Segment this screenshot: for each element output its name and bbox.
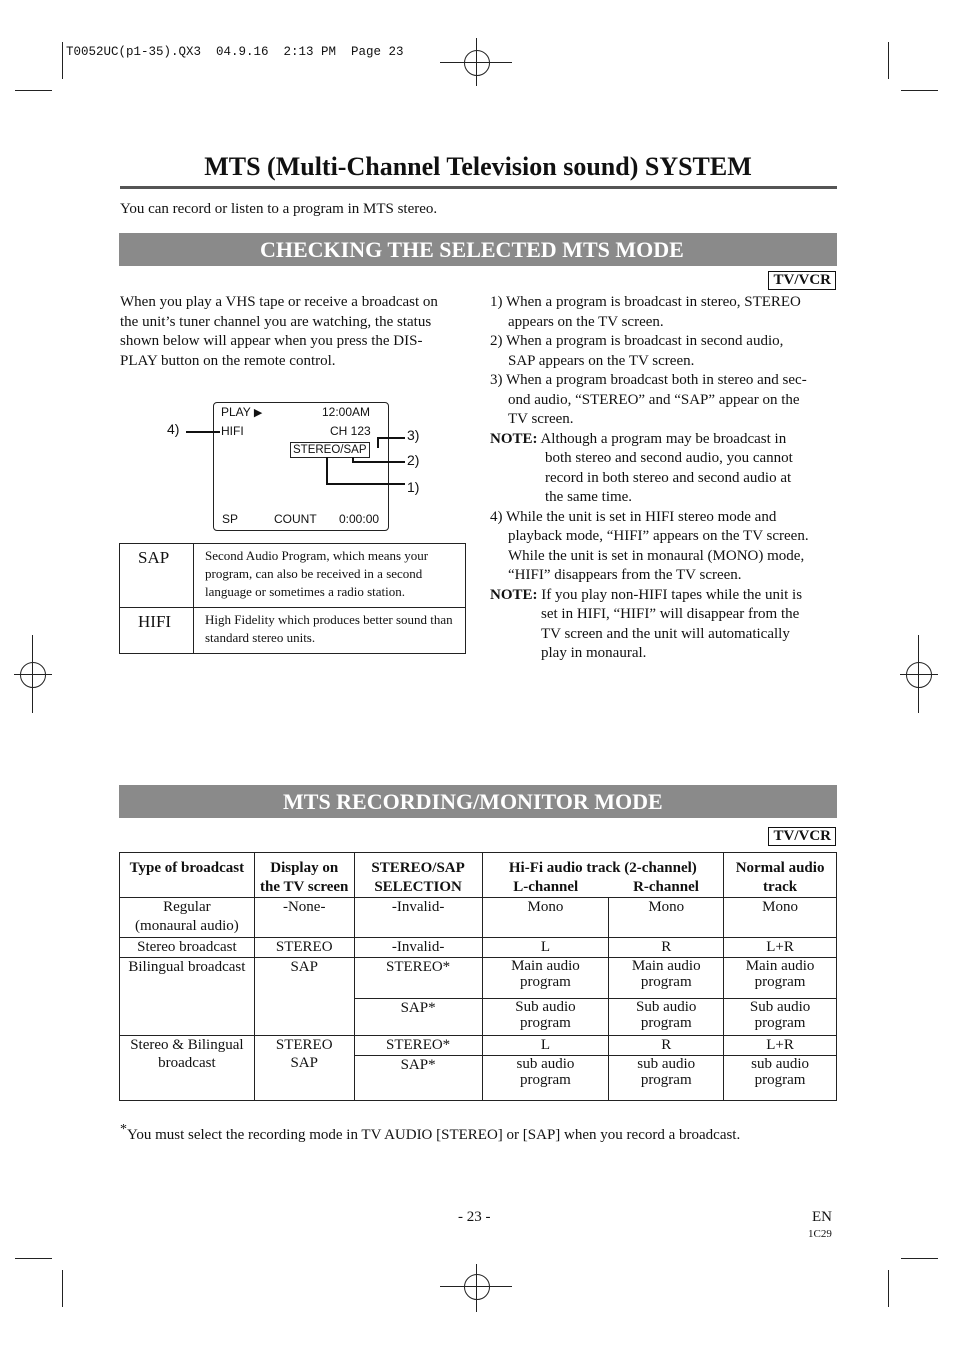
footnote-text: You must select the recording mode in TV AUDIO [STEREO] or [SAP] when you record a broadcast. <box>127 1127 741 1143</box>
cell-display: -None- <box>254 898 354 938</box>
cell-normal: L+R <box>724 938 837 958</box>
note-2 <box>490 586 835 664</box>
note-line: the same time. <box>545 489 633 505</box>
header-line: Display on <box>270 860 339 876</box>
cell-line: Sub audio <box>749 999 811 1015</box>
note-1 <box>490 430 835 508</box>
cell-normal: Mono <box>724 898 837 938</box>
note-line: Although a program may be broadcast in <box>537 430 787 447</box>
callout-line-2 <box>352 461 405 463</box>
page-number: - 23 - <box>458 1209 491 1225</box>
cell-r <box>609 999 724 1036</box>
cell-selection: SAP* <box>354 999 482 1036</box>
section-heading-mts-recording: MTS RECORDING/MONITOR MODE <box>119 785 837 818</box>
cell-line: SAP <box>290 1055 318 1071</box>
table-row <box>120 898 837 938</box>
cell-selection: -Invalid- <box>354 938 482 958</box>
glossary-definition: High Fidelity which produces better sound than standard stereo units. <box>194 608 466 654</box>
cell-line: sub audio <box>637 1056 696 1072</box>
cell-type: Bilingual broadcast <box>120 958 255 1036</box>
callout-line-1 <box>326 483 405 485</box>
list-line: ond audio, “STEREO” and “SAP” appear on the <box>508 391 800 408</box>
header-line: STEREO/SAP <box>371 860 465 876</box>
print-header: T0052UC(p1-35).QX3 04.9.16 2:13 PM Page 23 <box>66 45 404 59</box>
list-line: TV screen. <box>508 411 574 427</box>
screen-play-label <box>221 405 262 419</box>
table-header-row <box>120 853 837 879</box>
callout-2: 2) <box>407 452 420 468</box>
cell-l: Mono <box>482 898 609 938</box>
cell-normal <box>724 958 837 999</box>
cell-l <box>482 999 609 1036</box>
note-line: set in HIFI, “HIFI” will disappear from the <box>541 606 800 622</box>
cell-l <box>482 1056 609 1101</box>
cell-line: program <box>754 1015 806 1031</box>
cell-selection: STEREO* <box>354 1036 482 1056</box>
cell-line: program <box>640 1072 692 1088</box>
cell-r: R <box>609 1036 724 1056</box>
cell-normal <box>724 1056 837 1101</box>
callout-3: 3) <box>407 427 420 443</box>
note-line: both stereo and second audio, you cannot <box>545 450 793 466</box>
cell-line: sub audio <box>516 1056 575 1072</box>
list-line: 2) When a program is broadcast in second audio, <box>490 333 784 349</box>
list-line: 3) When a program broadcast both in stereo and sec- <box>490 372 807 388</box>
cell-line: program <box>640 1015 692 1031</box>
note-label: NOTE: <box>490 430 538 447</box>
callout-line-3 <box>378 437 405 439</box>
glossary-term: HIFI <box>120 608 194 654</box>
list-line: 1) When a program is broadcast in stereo, STEREO <box>490 294 801 310</box>
cell-type <box>120 898 255 938</box>
note-label: NOTE: <box>490 586 538 603</box>
cell-line: program <box>754 1072 806 1088</box>
cell-line: Main audio <box>511 958 580 974</box>
header-line: Normal audio <box>735 860 825 876</box>
cell-selection: -Invalid- <box>354 898 482 938</box>
body-line: PLAY button on the remote control. <box>120 352 336 369</box>
footnote <box>120 1122 740 1144</box>
cell-type <box>120 1036 255 1101</box>
header-display <box>254 853 354 898</box>
cell-type: Stereo broadcast <box>120 938 255 958</box>
callout-1: 1) <box>407 479 420 495</box>
table-row <box>120 958 837 999</box>
cell-line: STEREO <box>275 1037 333 1053</box>
header-type: Type of broadcast <box>120 853 255 898</box>
screen-channel: CH 123 <box>330 424 371 438</box>
cell-normal: L+R <box>724 1036 837 1056</box>
cell-line: program <box>520 1072 571 1088</box>
header-line: the TV screen <box>260 879 349 895</box>
cell-l: L <box>482 1036 609 1056</box>
list-line: SAP appears on the TV screen. <box>508 352 695 369</box>
cell-display: STEREO <box>254 938 354 958</box>
cell-line: program <box>754 974 806 990</box>
play-icon: ▶ <box>250 407 263 419</box>
play-text: PLAY <box>221 405 251 419</box>
screen-stereo-sap: STEREO/SAP <box>290 442 370 458</box>
header-selection <box>354 853 482 898</box>
screen-count-value: 0:00:00 <box>339 512 380 526</box>
screen-hifi: HIFI <box>221 424 244 438</box>
callout-line-1-v <box>326 457 328 485</box>
cell-line: program <box>520 974 571 990</box>
cell-line: Stereo & Bilingual <box>130 1037 244 1053</box>
note-line: TV screen and the unit will automatically <box>541 625 790 642</box>
cell-r <box>609 958 724 999</box>
header-line: SELECTION <box>374 879 462 895</box>
cell-line: Sub audio <box>515 999 576 1015</box>
section-heading-checking-mts: CHECKING THE SELECTED MTS MODE <box>119 233 837 266</box>
table-row <box>120 1036 837 1056</box>
header-normal <box>724 853 837 898</box>
mts-status-list <box>490 293 835 664</box>
cell-line: Main audio <box>631 958 701 974</box>
callout-4: 4) <box>167 421 180 437</box>
footnote-mark: * <box>120 1122 127 1137</box>
mts-mode-table <box>119 852 837 1101</box>
glossary-term: SAP <box>120 544 194 608</box>
cell-normal <box>724 999 837 1036</box>
header-line: track <box>762 879 798 895</box>
cell-selection: SAP* <box>354 1056 482 1101</box>
list-line: “HIFI” disappears from the TV screen. <box>508 567 742 583</box>
intro-text: You can record or listen to a program in MTS stereo. <box>120 201 438 217</box>
list-line: While the unit is set in monaural (MONO) mode, <box>508 547 805 564</box>
document-code: 1C29 <box>808 1228 832 1240</box>
cell-display: SAP <box>254 958 354 1036</box>
glossary-table <box>119 543 466 654</box>
header-r-channel: R-channel <box>609 878 724 898</box>
callout-line-3-v <box>377 437 379 448</box>
callout-line-4 <box>186 431 220 433</box>
body-line: shown below will appear when you press the DIS- <box>120 333 423 349</box>
note-line: If you play non-HIFI tapes while the unit is <box>537 586 803 603</box>
list-line: playback mode, “HIFI” appears on the TV screen. <box>508 528 809 544</box>
list-item-4 <box>490 508 835 586</box>
glossary-definition: Second Audio Program, which means your program, can also be received in a second language or sometimes a radio station. <box>194 544 466 608</box>
list-item-3 <box>490 371 835 430</box>
body-line: When you play a VHS tape or receive a broadcast on <box>120 294 438 310</box>
glossary-row <box>120 608 466 654</box>
cell-line: (monaural audio) <box>135 918 239 934</box>
note-line: play in monaural. <box>541 645 647 661</box>
list-line: appears on the TV screen. <box>508 313 664 330</box>
cell-line: Sub audio <box>636 999 697 1015</box>
page-title: MTS (Multi-Channel Television sound) SYSTEM <box>204 152 752 181</box>
cell-line: Main audio <box>745 958 815 974</box>
cell-line: program <box>640 974 692 990</box>
list-line: 4) While the unit is set in HIFI stereo mode and <box>490 508 777 525</box>
header-hifi: Hi-Fi audio track (2-channel) <box>482 853 724 879</box>
note-line: record in both stereo and second audio at <box>545 469 792 486</box>
cell-line: Regular <box>163 899 211 915</box>
header-l-channel: L-channel <box>482 878 609 898</box>
screen-speed: SP <box>222 512 239 526</box>
screen-count-label: COUNT <box>274 512 317 526</box>
cell-r: R <box>609 938 724 958</box>
cell-line: program <box>520 1015 571 1031</box>
cell-display <box>254 1036 354 1101</box>
glossary-row <box>120 544 466 608</box>
screen-time: 12:00AM <box>322 405 371 419</box>
cell-line: sub audio <box>751 1056 810 1072</box>
cell-selection: STEREO* <box>354 958 482 999</box>
list-item-2 <box>490 332 835 371</box>
cell-l <box>482 958 609 999</box>
cell-r <box>609 1056 724 1101</box>
section1-body <box>120 293 470 371</box>
list-item-1 <box>490 293 835 332</box>
cell-line: broadcast <box>158 1055 216 1071</box>
tv-vcr-badge: TV/VCR <box>768 827 836 846</box>
tv-vcr-badge: TV/VCR <box>768 271 836 290</box>
language-code: EN <box>812 1209 832 1225</box>
table-row <box>120 938 837 958</box>
cell-r: Mono <box>609 898 724 938</box>
body-line: the unit’s tuner channel you are watching, the status <box>120 313 432 330</box>
cell-l: L <box>482 938 609 958</box>
title-rule <box>120 186 837 189</box>
